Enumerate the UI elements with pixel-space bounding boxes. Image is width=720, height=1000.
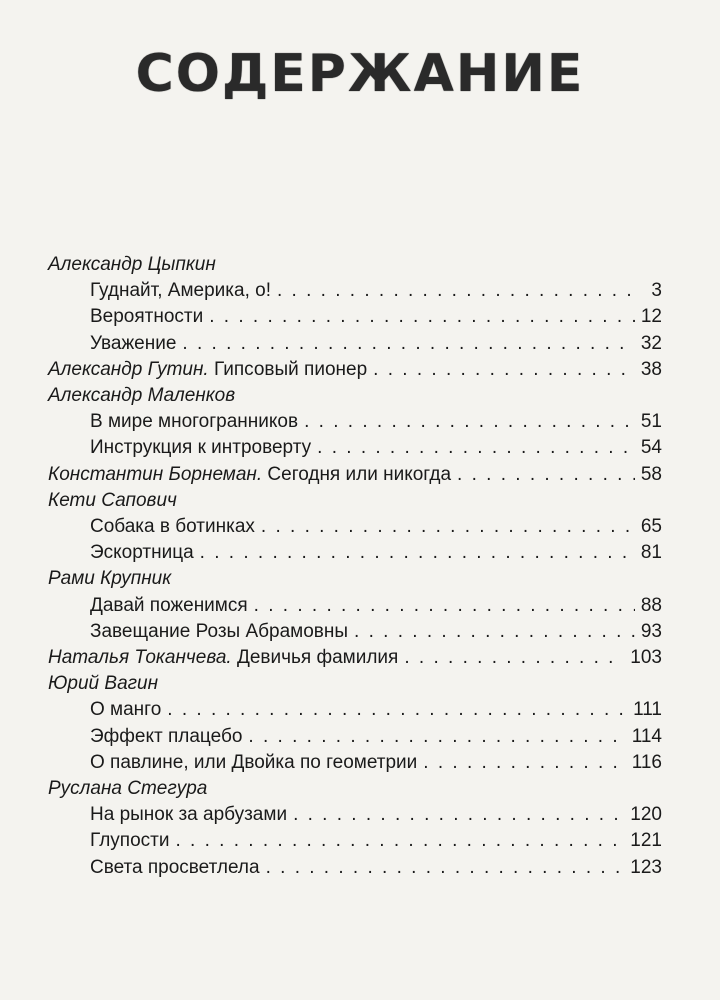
- toc-leader-dots: [304, 409, 635, 435]
- toc-story-title: О манго: [90, 699, 162, 721]
- toc-leader-dots: [404, 645, 624, 671]
- toc-story-title: На рынок за арбузами: [90, 804, 288, 826]
- toc-story-title: В мире многогранников: [90, 411, 299, 433]
- toc-entry: [48, 304, 662, 330]
- toc-author: Юрий Вагин: [48, 673, 159, 695]
- toc-entry: [48, 278, 662, 304]
- toc-leader-dots: [373, 357, 635, 383]
- toc-page-number: 38: [640, 358, 662, 380]
- toc-entry: [48, 697, 662, 723]
- page-title: СОДЕРЖАНИЕ: [135, 44, 585, 104]
- toc-page-number: 81: [640, 542, 662, 564]
- toc-story-title: Давай поженимся: [90, 594, 248, 616]
- toc-page-number: 93: [640, 620, 662, 642]
- toc-page-number: 116: [631, 751, 662, 773]
- toc-author: Александр Цыпкин: [48, 254, 216, 275]
- toc-page-number: 121: [630, 830, 662, 852]
- toc-author: Кети Сапович: [48, 489, 177, 511]
- toc-leader-dots: [261, 514, 635, 540]
- toc-story-title: Собака в ботинках: [90, 516, 255, 537]
- toc-page-number: 88: [640, 594, 662, 616]
- toc-entry: [48, 750, 662, 776]
- toc-entry-inline: [48, 357, 662, 383]
- toc-page-number: 103: [630, 647, 662, 668]
- toc-entry: [48, 593, 662, 619]
- toc-leader-dots: [182, 331, 634, 357]
- toc-leader-dots: [354, 619, 635, 645]
- toc-page-number: 54: [640, 437, 662, 459]
- toc-author-row: [48, 383, 662, 409]
- toc-author-row: [48, 488, 662, 514]
- toc-entry: [48, 331, 662, 357]
- toc-leader-dots: [200, 540, 635, 566]
- toc-page-number: 51: [640, 411, 662, 433]
- toc-leader-dots: [266, 855, 625, 881]
- toc-leader-dots: [175, 828, 624, 854]
- toc-leader-dots: [277, 278, 642, 304]
- toc-leader-dots: [317, 435, 635, 461]
- toc-entry: [48, 855, 662, 881]
- toc-story-title: Эффект плацебо: [90, 725, 243, 747]
- toc-leader-dots: [254, 593, 635, 619]
- toc-entry: [48, 409, 662, 435]
- toc-story-title: Инструкция к интроверту: [90, 437, 312, 459]
- toc-page-number: 65: [640, 516, 662, 537]
- toc-story-title: Эскортница: [90, 542, 194, 564]
- toc-author-row: [48, 671, 662, 697]
- toc-story-title: О павлине, или Двойка по геометрии: [90, 751, 418, 773]
- toc-author: Рами Крупник: [48, 568, 172, 590]
- toc-leader-dots: [209, 304, 635, 330]
- toc-author: Константин Борнеман.: [48, 463, 263, 485]
- toc-page-number: 123: [630, 856, 662, 878]
- toc-leader-dots: [423, 750, 625, 776]
- toc-story-title: Гуднайт, Америка, о!: [90, 280, 271, 302]
- toc-entry: [48, 828, 662, 854]
- toc-page-number: 58: [640, 463, 662, 485]
- toc-entry-inline: [48, 462, 662, 488]
- toc-page-number: 3: [651, 280, 662, 302]
- toc-entry: [48, 724, 662, 750]
- toc-story-title: Уважение: [90, 332, 177, 354]
- toc-entry: [48, 540, 662, 566]
- toc-author: Александр Маленков: [48, 385, 236, 406]
- toc-story-title: Вероятности: [90, 306, 204, 328]
- toc-entry: [48, 435, 662, 461]
- toc-story-title: Гипсовый пионер: [214, 358, 368, 380]
- toc-author: Наталья Токанчева.: [48, 647, 232, 668]
- toc-page-number: 114: [631, 725, 662, 747]
- toc-author: Руслана Стегура: [48, 778, 208, 799]
- toc-story-title: Глупости: [90, 830, 170, 852]
- toc-author-row: [48, 566, 662, 592]
- toc-page-number: 12: [640, 306, 662, 328]
- toc-leader-dots: [457, 462, 635, 488]
- toc-story-title: Сегодня или никогда: [267, 463, 452, 485]
- toc-leader-dots: [248, 724, 625, 750]
- toc-author-row: [48, 776, 662, 802]
- toc-entry: [48, 802, 662, 828]
- toc-story-title: Света просветлела: [90, 856, 260, 878]
- toc-author: Александр Гутин.: [48, 358, 209, 380]
- toc-page-number: 111: [633, 699, 662, 721]
- toc-leader-dots: [293, 802, 624, 828]
- toc-entry: [48, 514, 662, 540]
- toc-leader-dots: [167, 697, 627, 723]
- toc-page-number: 32: [640, 332, 662, 354]
- toc-entry: [48, 619, 662, 645]
- toc-page-number: 120: [630, 804, 662, 826]
- toc-author-row: [48, 252, 662, 278]
- toc-entry-inline: [48, 645, 662, 671]
- toc-story-title: Девичья фамилия: [236, 647, 399, 668]
- toc-story-title: Завещание Розы Абрамовны: [90, 620, 349, 642]
